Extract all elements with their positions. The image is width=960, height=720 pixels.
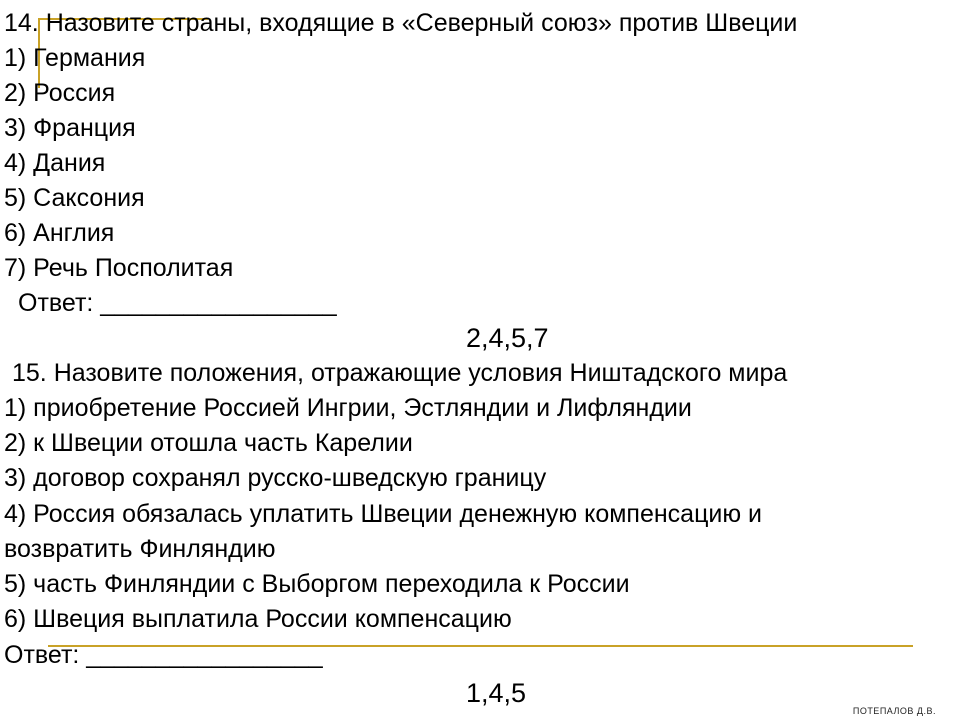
q15-answer-value: 1,4,5: [466, 678, 527, 708]
q15-option-3: 3) договор сохранял русско-шведскую границу: [4, 464, 547, 492]
q15-option-2: 2) к Швеции отошла часть Карелии: [4, 429, 413, 457]
q15-option-4: 4) Россия обязалась уплатить Швеции денежную компенсацию и: [4, 500, 763, 528]
q14-option-4: 4) Дания: [4, 149, 106, 177]
q15-option-1: 1) приобретение Россией Ингрии, Эстляндии и Лифляндии: [4, 394, 692, 422]
q14-option-3: 3) Франция: [4, 114, 136, 142]
q14-answer-value: 2,4,5,7: [466, 323, 549, 353]
q14-title: 14. Назовите страны, входящие в «Северный союз» против Швеции: [4, 9, 798, 37]
q14-option-5: 5) Саксония: [4, 184, 145, 212]
q15-option-6: 6) Швеция выплатила России компенсацию: [4, 605, 512, 633]
q14-answer-label: Ответ: _________________: [18, 289, 337, 317]
q15-title: 15. Назовите положения, отражающие условия Ништадского мира: [12, 359, 788, 387]
q15-answer-label: Ответ: _________________: [4, 641, 323, 669]
q15-option-5: 5) часть Финляндии с Выборгом переходила к России: [4, 570, 630, 598]
q14-option-6: 6) Англия: [4, 219, 115, 247]
q14-option-2: 2) Россия: [4, 79, 116, 107]
author-footer: ПОТЕПАЛОВ Д.В.: [852, 706, 936, 716]
q14-option-1: 1) Германия: [4, 44, 146, 72]
q15-option-4-cont: возвратить Финляндию: [4, 535, 276, 563]
q14-option-7: 7) Речь Посполитая: [4, 254, 234, 282]
